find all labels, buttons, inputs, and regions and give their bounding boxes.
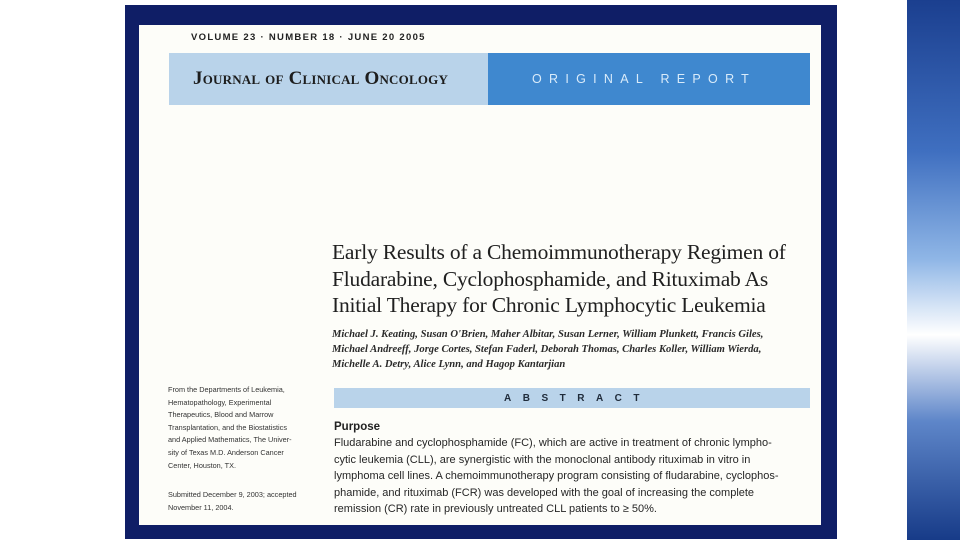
title-line: Early Results of a Chemoimmunotherapy Regimen of <box>332 240 786 264</box>
journal-name: Journal of Clinical Oncology <box>193 68 449 89</box>
purpose-line: phamide, and rituximab (FCR) was developed with the goal of increasing the complete <box>334 486 755 499</box>
title-line: Fludarabine, Cyclophosphamide, and Rituximab As <box>332 266 769 291</box>
purpose-paragraph <box>334 435 810 518</box>
report-type-panel <box>488 53 810 105</box>
affiliation-line: and Applied Mathematics, The Univer- <box>168 435 292 445</box>
article-title <box>332 239 802 319</box>
article-image-frame <box>125 5 837 539</box>
author-list <box>332 327 810 372</box>
submission-note <box>168 489 318 514</box>
report-type: ORIGINAL REPORT <box>532 72 757 86</box>
journal-masthead: VOLUME 23 · NUMBER 18 · JUNE 20 2005 <box>191 32 426 43</box>
author-line: Michael J. Keating, Susan O'Brien, Maher Albitar, Susan Lerner, William Plunkett, Francis Giles, <box>332 329 764 340</box>
purpose-line: Fludarabine and cyclophosphamide (FC), which are active in treatment of chronic lympho- <box>334 437 772 449</box>
affiliation-note <box>168 384 318 472</box>
affiliation-line: Center, Houston, TX. <box>168 460 237 470</box>
affiliation-line: Transplantation, and the Biostatistics <box>168 422 287 432</box>
purpose-line: lymphoma cell lines. A chemoimmunotherapy program consisting of fludarabine, cyclophos- <box>334 470 779 482</box>
decorative-gradient-strip <box>907 0 960 540</box>
journal-name-panel <box>169 53 488 105</box>
article-page <box>139 25 821 525</box>
purpose-heading: Purpose <box>334 421 381 433</box>
affiliation-line: sity of Texas M.D. Anderson Cancer <box>168 447 284 457</box>
purpose-line: remission (CR) rate in previously untreated CLL patients to ≥ 50%. <box>334 503 657 515</box>
submission-line: November 11, 2004. <box>168 502 234 512</box>
author-line: Michelle A. Detry, Alice Lynn, and Hagop Kantarjian <box>332 359 566 370</box>
submission-line: Submitted December 9, 2003; accepted <box>168 490 297 499</box>
affiliation-line: Therapeutics, Blood and Marrow <box>168 410 274 420</box>
affiliation-line: Hematopathology, Experimental <box>168 397 272 407</box>
journal-banner <box>169 53 810 105</box>
author-line: Michael Andreeff, Jorge Cortes, Stefan Faderl, Deborah Thomas, Charles Koller, William Wierda, <box>332 344 762 355</box>
abstract-header-bar <box>334 388 810 408</box>
affiliation-line: From the Departments of Leukemia, <box>168 385 285 394</box>
abstract-label: ABSTRACT <box>504 392 651 404</box>
title-line: Initial Therapy for Chronic Lymphocytic Leukemia <box>332 293 766 317</box>
purpose-line: cytic leukemia (CLL), are synergistic with the monoclonal antibody rituximab in vitro in <box>334 453 751 466</box>
